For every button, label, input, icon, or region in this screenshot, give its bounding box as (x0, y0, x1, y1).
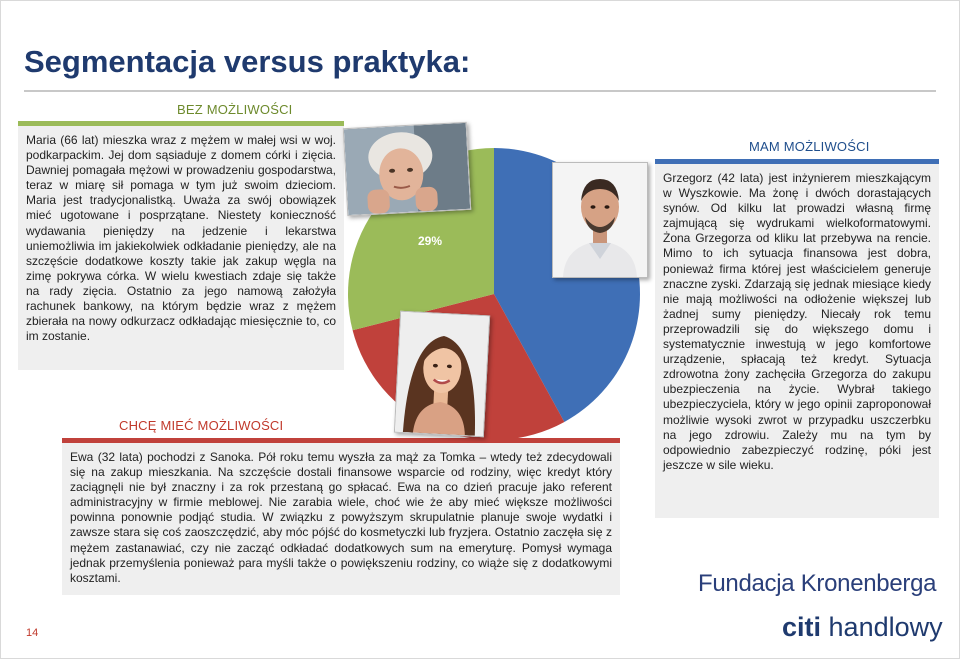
page-title: Segmentacja versus praktyka: (24, 44, 471, 79)
segment-text-no-ability: Maria (66 lat) mieszka wraz z mężem w małej wsi w woj. podkarpackim. Jej dom sąsiaduje z domem córki i zięcia. Dawniej pomagała mężowi w prowadzeniu gospodarstwa, teraz w miarę sił pomaga w tym już swoim dzieciom. Maria jest tradycjonalistką. Uważa za swój obowiązek mieć ugotowane i posprzątane. Niestety konieczność wydawania pieniędzy na jedzenie i lekarstwa uniemożliwia im jakiekolwiek odkładanie pieniędzy, ale na szczęście dodatkowe koszty takie jak zakup węgla na zimę pokrywa córka. W wielu kwestiach zdaje się także na rady zięcia. Ostatnio za jego namową założyła rachunek bankowy, na którym będzie wraz z mężem zbierała na nowy odkurzacz odkładając miesięcznie to, co im zostanie. (18, 126, 344, 370)
foundation-logo: Fundacja Kronenberga (698, 570, 937, 597)
bank-logo-suffix: handlowy (828, 612, 943, 642)
photo-ewa (394, 311, 490, 438)
pie-data-label: 29% (417, 234, 443, 248)
photo-grzegorz (552, 162, 648, 278)
segment-label-has-ability: MAM MOŻLIWOŚCI (749, 139, 870, 154)
segment-text-wants-ability: Ewa (32 lata) pochodzi z Sanoka. Pół roku temu wyszła za mąż za Tomka – wtedy też zdecydowali się na zakup mieszkania. Na szczęście dostali finansowe wsparcie od rodziny, więc kredyt który zaciągnęli nie był znaczny i za rok przestaną go spłacać. Ewa na co dzień pracuje jako referent administracyjny w firmie meblowej. Nie zarabia wiele, choć wie że aby mieć większe możliwości powinna ponownie podjąć studia. W związku z powyższym skrupulatnie planuje swoje wydatki i zawsze stara się coś zaoszczędzić, aby móc pójść do kosmetyczki lub fryzjera. Ostatnio zaczęła się z mężem zastanawiać, czy nie zacząć odkładać dodatkowych sum na emeryturę. Pomysł wymaga jednak przemyślenia ponieważ para myśli także o powiększeniu rodziny, co wiąże się z dodatkowymi kosztami. (62, 443, 620, 595)
segment-text-has-ability: Grzegorz (42 lata) jest inżynierem mieszkającym w Wyszkowie. Ma żonę i dwóch dorastających synów. Od kilku lat prowadzi własną firmę zajmującą się wydrukami wielkoformatowymi. Żona Grzegorza od kliku lat przebywa na rencie. Mimo to ich sytuacja finansowa jest dobra, ponieważ firma której jest właścicielem generuje znaczne zyski. Zdarzają się jednak miesiące kiedy nie mają możliwości na odłożenie większej lub żadnej sumy pieniędzy. Niecały rok temu przeprowadzili się do większego domu i systematycznie inwestują w jego komfortowe urządzenie, spłacają też kredyt. Sytuacja zdrowotna żony zachęciła Grzegorza do zakupu ubezpieczenia na życie. Wybrał takiego ubezpieczyciela, który w jego opinii zaproponował możliwie wysoki zwrot w przypadku uszczerbku na jego zdrowiu. Zależy mu na tym by odpowiednio zabezpieczyć rodzinę, póki jest jeszcze w sile wieku. (655, 164, 939, 518)
page-number: 14 (26, 627, 39, 639)
segment-label-no-ability: BEZ MOŻLIWOŚCI (177, 102, 293, 117)
segment-label-wants-ability: CHCĘ MIEĆ MOŻLIWOŚCI (119, 418, 284, 433)
bank-logo (782, 612, 943, 643)
bank-logo-prefix: citi (782, 612, 822, 642)
photo-maria (343, 122, 471, 216)
